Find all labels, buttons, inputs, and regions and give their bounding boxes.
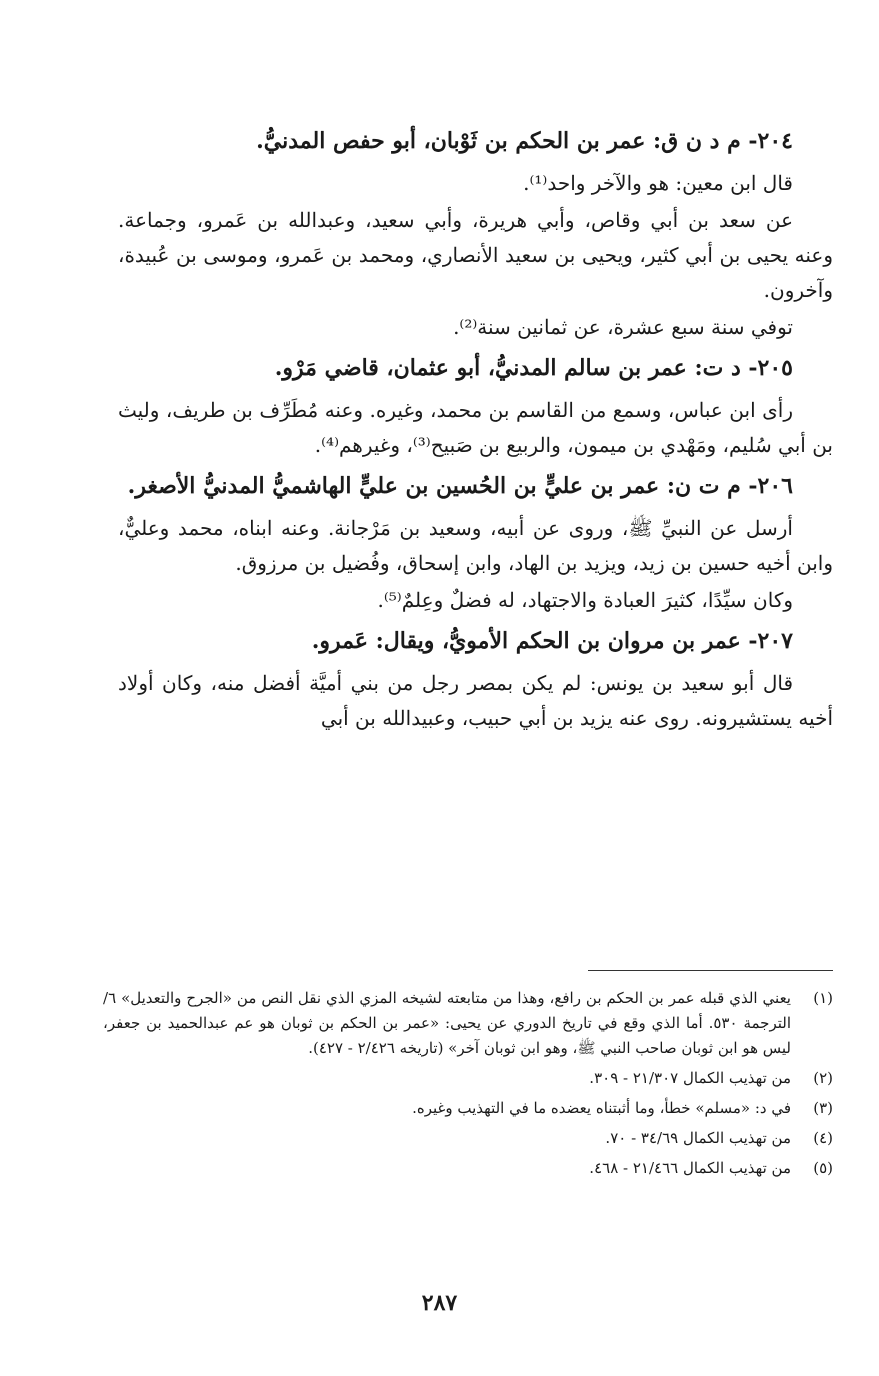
footnote-2 — [103, 1066, 833, 1091]
entry-207-para-1: قال أبو سعيد بن يونس: لم يكن بمصر رجل من بني أميَّة أفضل منه، وكان أولاد أخيه يستشيرونه. روى عنه يزيد بن أبي حبيب، وعبيدالله بن أبي — [118, 671, 833, 730]
entry-204-para-2: عن سعد بن أبي وقاص، وأبي هريرة، وأبي سعيد، وعبدالله بن عَمرو، وجماعة. وعنه يحيى بن أبي كثير، ويحيى بن سعيد الأنصاري، ومحمد بن عَمرو، وموسى بن عُبيدة، وآخرون. — [118, 208, 833, 302]
entry-heading-207: ٢٠٧- عمر بن مروان بن الحكم الأمويُّ، ويقال: عَمرو. — [311, 628, 793, 654]
entry-206-para-1: أرسل عن النبيِّ ﷺ، وروى عن أبيه، وسعيد بن مَرْجانة. وعنه ابناه، محمد وعليٌّ، وابن أخيه حسين بن زيد، ويزيد بن الهاد، وابن إسحاق، وفُضيل بن مرزوق. — [118, 516, 833, 575]
footnote-text: من تهذيب الكمال ٣٤/٦٩ - ٧٠. — [605, 1129, 791, 1147]
footnote-4 — [103, 1126, 833, 1151]
footnote-text: من تهذيب الكمال ٢١/٤٦٦ - ٤٦٨. — [589, 1159, 791, 1177]
footnote-text: يعني الذي قبله عمر بن الحكم بن رافع، وهذا من متابعته لشيخه المزي الذي نقل النص من «الجرح والتعديل» ٦/الترجمة ٥٣٠. أما الذي وقع في تاريخ الدوري عن يحيى: «عمر بن الحكم بن ثوبان هو عم عبدالحميد بن جعفر، ليس هو ابن ثوبان صاحب النبي ﷺ، وهو ابن ثوبان آخر» (تاريخه ٢/٤٢٦ - ٤٢٧). — [103, 989, 791, 1057]
entry-heading-206: ٢٠٦- م ت ن: عمر بن عليٍّ بن الحُسين بن عليٍّ الهاشميُّ المدنيُّ الأصغر. — [127, 473, 793, 499]
footnotes — [103, 986, 833, 1186]
entry-204-para-1: قال ابن معين: هو والآخر واحد⁽¹⁾. — [523, 171, 793, 195]
footnote-text: في د: «مسلم» خطأ، وما أثبتناه يعضده ما في التهذيب وغيره. — [412, 1099, 791, 1117]
footnote-5 — [103, 1156, 833, 1181]
entry-204-para-3: توفي سنة سبع عشرة، عن ثمانين سنة⁽²⁾. — [453, 315, 793, 339]
entry-206-para-2: وكان سيِّدًا، كثيرَ العبادة والاجتهاد، له فضلٌ وعِلمٌ⁽⁵⁾. — [377, 588, 793, 612]
entry-heading-205: ٢٠٥- د ت: عمر بن سالم المدنيُّ، أبو عثمان، قاضي مَرْو. — [274, 355, 793, 381]
footnote-number: (٥) — [813, 1159, 833, 1177]
footnote-number: (١) — [813, 989, 833, 1007]
footnote-3 — [103, 1096, 833, 1121]
entry-205-para-1: رأى ابن عباس، وسمع من القاسم بن محمد، وغيره. وعنه مُطَرِّف بن طريف، وليث بن أبي سُليم، ومَهْدي بن ميمون، والربيع بن صَبيح⁽³⁾، وغيرهم⁽⁴⁾. — [118, 398, 833, 457]
footnote-number: (٣) — [813, 1099, 833, 1117]
footnote-number: (٢) — [813, 1069, 833, 1087]
footnote-divider — [588, 970, 833, 971]
footnote-1 — [103, 986, 833, 1061]
page-number: ٢٨٧ — [421, 1290, 458, 1316]
entry-heading-204: ٢٠٤- م د ن ق: عمر بن الحكم بن ثَوْبان، أبو حفص المدنيُّ. — [256, 128, 793, 154]
footnote-number: (٤) — [813, 1129, 833, 1147]
footnote-text: من تهذيب الكمال ٢١/٣٠٧ - ٣٠٩. — [589, 1069, 791, 1087]
main-text — [118, 122, 833, 736]
